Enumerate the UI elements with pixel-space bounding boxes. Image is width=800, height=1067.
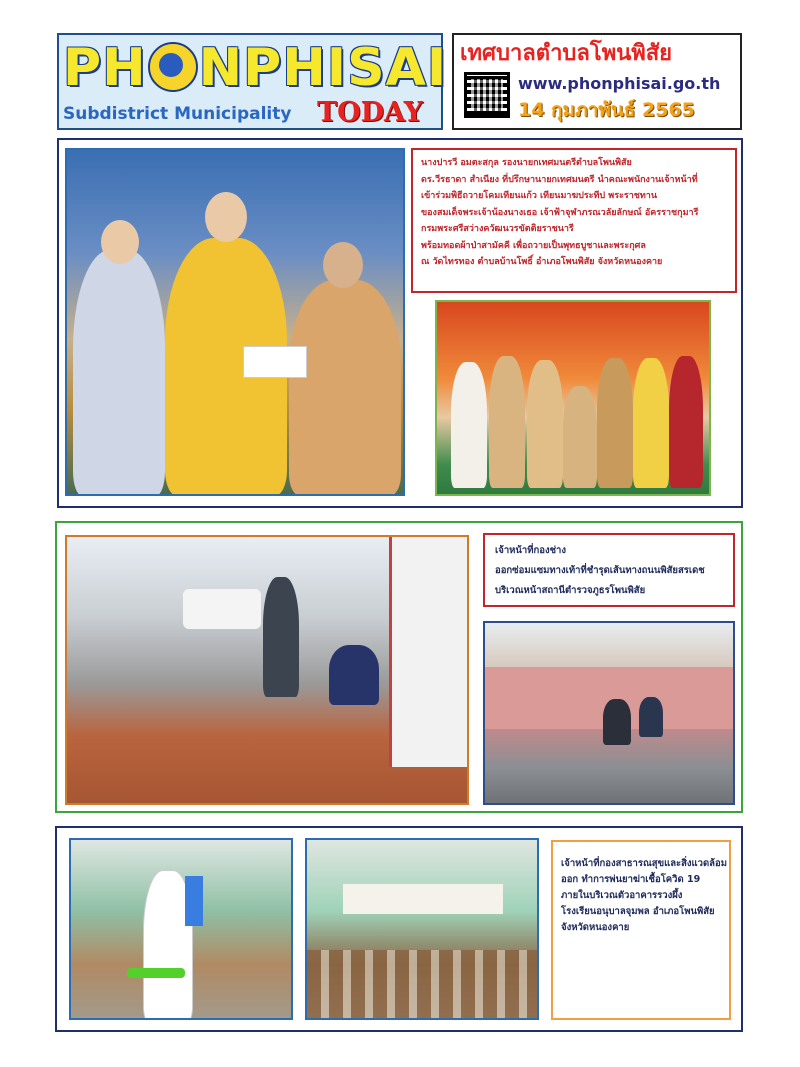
caption-line: ภายในบริเวณตัวอาคารรวงผึ้ง — [561, 890, 683, 901]
spraying-photo — [69, 838, 293, 1020]
website-url[interactable]: www.phonphisai.go.th — [518, 74, 721, 93]
caption-line: นางปารวี อมตะสกุล รองนายกเทศมนตรีตำบลโพนพิสัย — [421, 158, 632, 168]
section-sidewalk-repair — [55, 521, 743, 813]
caption-line: เข้าร่วมพิธีถวายโคมเทียนแก้ว เทียนมาฆประทีป พระราชทาน — [421, 191, 658, 201]
caption-line: โรงเรียนอนุบาลจุมพล อำเภอโพนพิสัย — [561, 906, 715, 917]
repair-caption — [483, 533, 735, 607]
caption-line: ออกซ่อมแซมทางเท้าที่ชำรุดเส้นทางถนนพิสัยสรเดช — [495, 565, 705, 576]
group-photo — [435, 300, 711, 496]
caption-line: เจ้าหน้าที่กองช่าง — [495, 545, 567, 556]
caption-line: กรมพระศรีสว่างควัฒนวรขัตติยราชนารี — [421, 224, 574, 234]
caption-line: จังหวัดหนองคาย — [561, 922, 630, 933]
qr-code-icon — [464, 72, 510, 118]
masthead-info-box — [452, 33, 742, 130]
thai-title: เทศบาลตำบลโพนพิสัย — [460, 41, 673, 66]
caption-line: ดร.วีรธาดา สำเนียง ที่ปรึกษานายกเทศมนตรี นำคณะพนักงานเจ้าหน้าที่ — [421, 174, 698, 185]
envelope — [243, 346, 307, 378]
masthead-logo-box — [57, 33, 448, 130]
caption-line: บริเวณหน้าสถานีตำรวจภูธรโพนพิสัย — [495, 585, 646, 596]
masthead-brand — [63, 37, 448, 99]
ceremony-photo — [65, 148, 405, 496]
caption-line: ณ วัดไทรทอง ตำบลบ้านโพธิ์ อำเภอโพนพิสัย จังหวัดหนองคาย — [421, 257, 663, 267]
caption-line: เจ้าหน้าที่กองสาธารณสุขและสิ่งแวดล้อม — [561, 858, 727, 869]
caption-line: พร้อมทอดผ้าป่าสามัคคี เพื่อถวายเป็นพุทธบูชาและพระกุศล — [421, 240, 646, 251]
brand-left: PH — [63, 38, 147, 98]
brand-right: NPHISAI — [198, 38, 448, 98]
masthead-subtitle: Subdistrict Municipality — [63, 104, 292, 124]
police-station-photo — [483, 621, 735, 805]
masthead-today: TODAY — [317, 97, 423, 128]
caption-line: ออก ทำการพ่นยาฆ่าเชื้อโควิด 19 — [561, 874, 701, 885]
ceremony-caption — [411, 148, 737, 293]
classroom-photo — [305, 838, 539, 1020]
sidewalk-photo — [65, 535, 469, 805]
section-ceremony — [57, 138, 743, 508]
caption-line: ของสมเด็จพระเจ้าน้องนางเธอ เจ้าฟ้าจุฬาภรณวลัยลักษณ์ อัครราชกุมารี — [421, 207, 699, 218]
disinfection-caption — [551, 840, 731, 1020]
section-disinfection — [55, 826, 743, 1032]
issue-date: 14 กุมภาพันธ์ 2565 — [518, 99, 695, 121]
municipal-seal-icon — [148, 42, 198, 92]
